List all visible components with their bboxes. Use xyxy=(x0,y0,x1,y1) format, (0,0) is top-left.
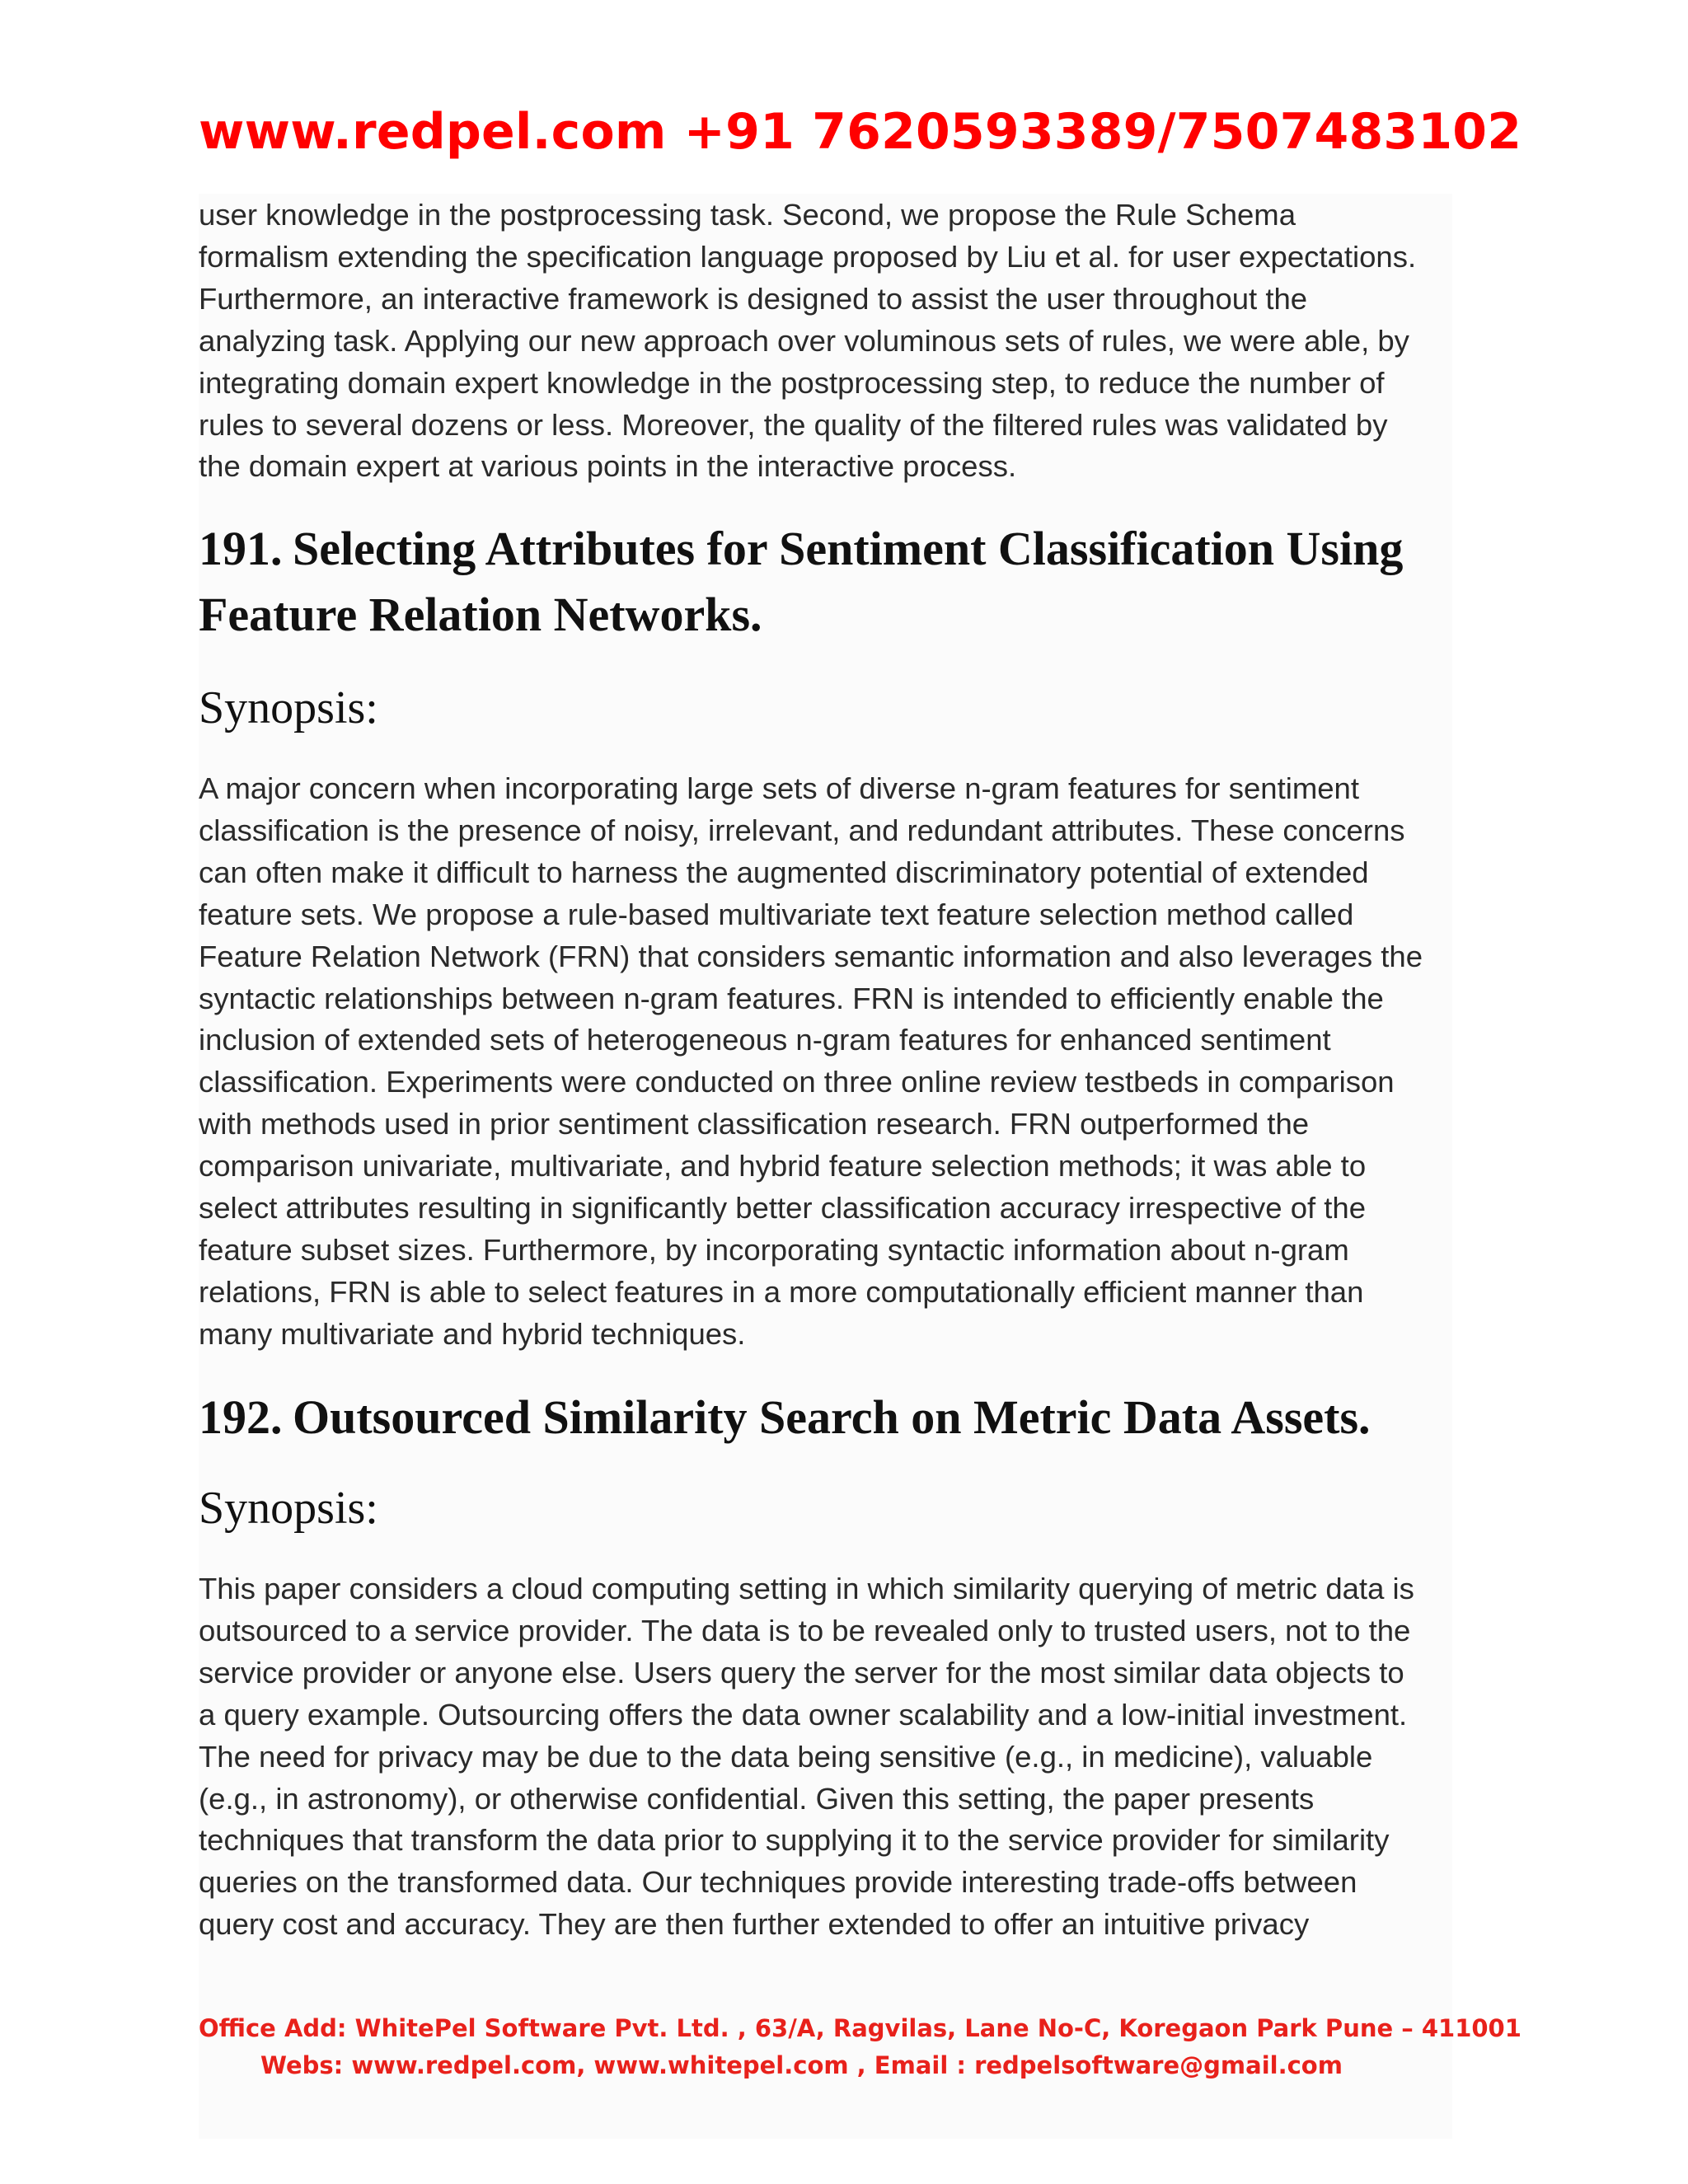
paragraph-line: classification is the presence of noisy, irrelevant, and redundant attributes. These concerns xyxy=(199,813,1405,847)
paragraph-line: The need for privacy may be due to the data being sensitive (e.g., in medicine), valuable xyxy=(199,1739,1373,1774)
paragraph-line: feature sets. We propose a rule-based multivariate text feature selection method called xyxy=(199,897,1354,931)
section-title: Outsourced Similarity Search on Metric Data Assets. xyxy=(293,1390,1371,1444)
paragraph-line: a query example. Outsourcing offers the data owner scalability and a low-initial investment. xyxy=(199,1697,1408,1732)
paragraph-line: syntactic relationships between n-gram features. FRN is intended to efficiently enable the xyxy=(199,981,1384,1015)
section-192-synopsis-text xyxy=(199,1568,1517,1946)
paragraph-line: with methods used in prior sentiment classification research. FRN outperformed the xyxy=(199,1107,1310,1141)
paragraph-line: rules to several dozens or less. Moreover, the quality of the filtered rules was validated by xyxy=(199,407,1388,442)
section-number: 192. xyxy=(199,1390,283,1444)
paragraph-line: comparison univariate, multivariate, and hybrid feature selection methods; it was able to xyxy=(199,1149,1367,1183)
paragraph-line: techniques that transform the data prior to supplying it to the service provider for similarity xyxy=(199,1823,1390,1858)
section-title: Selecting Attributes for Sentiment Classification Using xyxy=(293,522,1404,575)
paragraph-line: Feature Relation Network (FRN) that considers semantic information and also leverages the xyxy=(199,939,1423,973)
paragraph-line: query cost and accuracy. They are then further extended to offer an intuitive privacy xyxy=(199,1907,1310,1942)
heading-line xyxy=(199,516,1403,582)
paragraph-line: user knowledge in the postprocessing task. Second, we propose the Rule Schema xyxy=(199,198,1296,232)
paragraph-line: A major concern when incorporating large sets of diverse n-gram features for sentiment xyxy=(199,771,1359,805)
paragraph-line: many multivariate and hybrid techniques. xyxy=(199,1316,746,1351)
paragraph-line: (e.g., in astronomy), or otherwise confidential. Given this setting, the paper presents xyxy=(199,1781,1315,1816)
paragraph-line: select attributes resulting in significantly better classification accuracy irrespective of the xyxy=(199,1191,1367,1226)
paragraph-line: analyzing task. Applying our new approach over voluminous sets of rules, we were able, by xyxy=(199,323,1409,358)
heading-line: Feature Relation Networks. xyxy=(199,588,762,641)
section-192-heading xyxy=(199,1385,1371,1451)
paragraph-line: feature subset sizes. Furthermore, by incorporating syntactic information about n-gram xyxy=(199,1232,1349,1267)
section-191-synopsis-label: Synopsis: xyxy=(199,682,378,733)
paragraph-line: formalism extending the specification language proposed by Liu et al. for user expectations. xyxy=(199,239,1417,274)
section-191-synopsis-text xyxy=(199,768,1517,1356)
paragraph-line: relations, FRN is able to select features in a more computationally efficient manner than xyxy=(199,1274,1364,1309)
paragraph-line: Furthermore, an interactive framework is designed to assist the user throughout the xyxy=(199,281,1308,316)
paragraph-line: outsourced to a service provider. The data is to be revealed only to trusted users, not to the xyxy=(199,1613,1411,1647)
paragraph-line: integrating domain expert knowledge in the postprocessing step, to reduce the number of xyxy=(199,365,1385,400)
paragraph-line: queries on the transformed data. Our techniques provide interesting trade-offs between xyxy=(199,1865,1357,1900)
header-contact[interactable]: www.redpel.com +91 7620593389/7507483102 xyxy=(199,103,1522,161)
paragraph-line: This paper considers a cloud computing setting in which similarity querying of metric data is xyxy=(199,1572,1414,1605)
section-192-synopsis-label: Synopsis: xyxy=(199,1483,378,1534)
footer-office-address: Office Add: WhitePel Software Pvt. Ltd. , 63/A, Ragvilas, Lane No-C, Koregaon Park Pune – 411001 xyxy=(199,2014,1522,2042)
paragraph-line: can often make it difficult to harness the augmented discriminatory potential of extended xyxy=(199,855,1369,889)
intro-paragraph xyxy=(199,194,1517,488)
paragraph-line: the domain expert at various points in the interactive process. xyxy=(199,449,1017,484)
paragraph-line: service provider or anyone else. Users query the server for the most similar data objects to xyxy=(199,1655,1404,1690)
section-number: 191. xyxy=(199,522,283,575)
footer-web-email[interactable]: Webs: www.redpel.com, www.whitepel.com , Email : redpelsoftware@gmail.com xyxy=(260,2051,1343,2079)
section-191-heading xyxy=(199,516,1403,648)
heading-line xyxy=(199,1385,1371,1451)
paragraph-line: classification. Experiments were conducted on three online review testbeds in comparison xyxy=(199,1065,1395,1099)
paragraph-line: inclusion of extended sets of heterogeneous n-gram features for enhanced sentiment xyxy=(199,1023,1331,1057)
